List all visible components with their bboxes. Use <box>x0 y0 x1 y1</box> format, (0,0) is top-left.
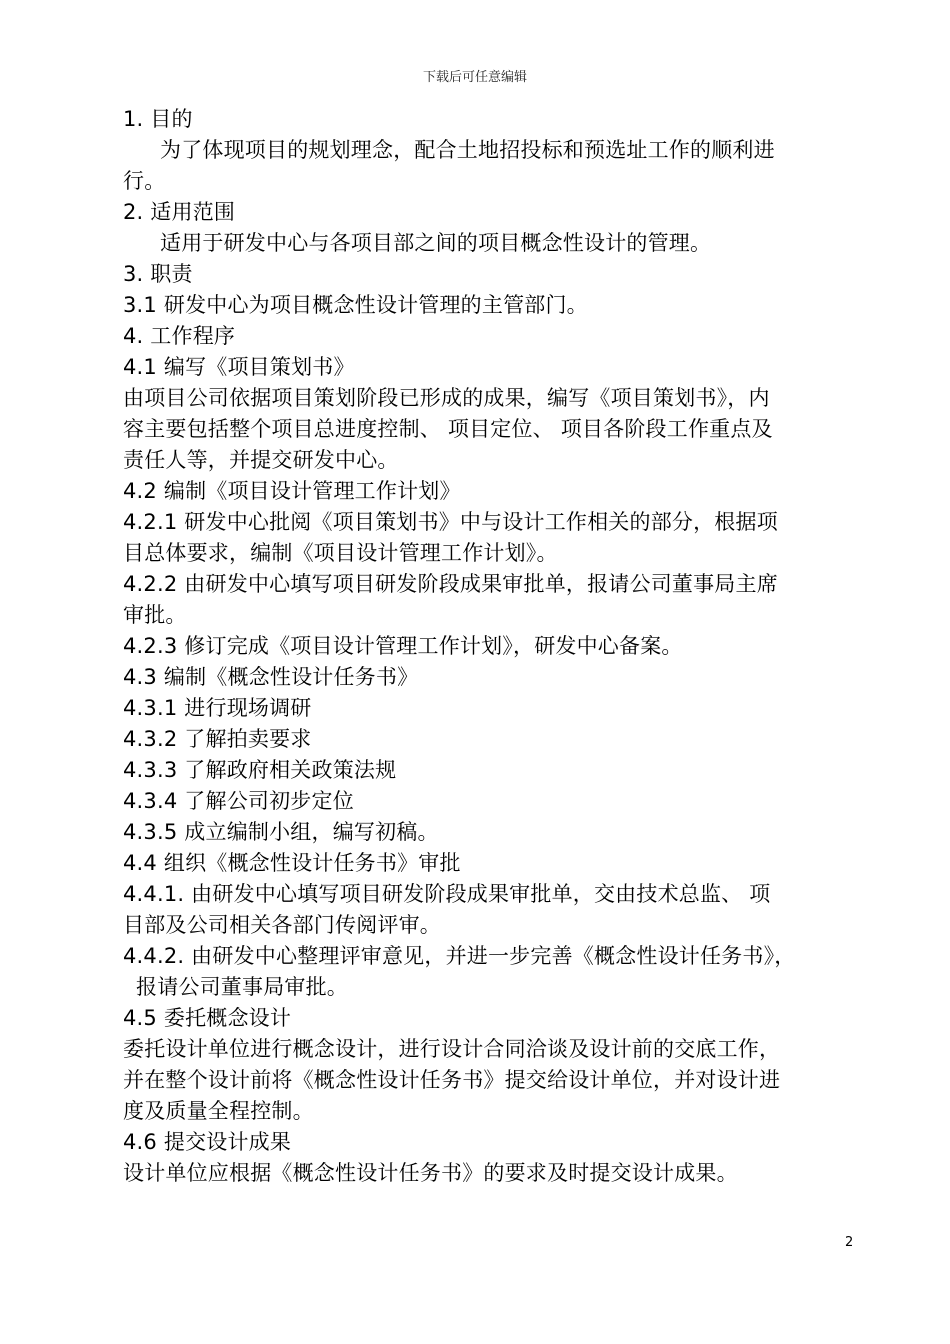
section-heading: 1. 目的 <box>123 107 193 131</box>
list-item: 4.3.3 了解政府相关政策法规 <box>123 758 397 782</box>
paragraph-line: 3.1 研发中心为项目概念性设计管理的主管部门。 <box>123 293 588 317</box>
paragraph-line: 行。 <box>123 169 166 193</box>
paragraph-line: 由项目公司依据项目策划阶段已形成的成果，编写《项目策划书》，内 <box>123 386 770 410</box>
paragraph-line: 4.2.2 由研发中心填写项目研发阶段成果审批单，报请公司董事局主席 <box>123 572 778 596</box>
paragraph-line: 目总体要求，编制《项目设计管理工作计划》。 <box>123 541 558 565</box>
list-item: 4.3.1 进行现场调研 <box>123 696 312 720</box>
subsection-heading: 4.5 委托概念设计 <box>123 1006 292 1030</box>
paragraph-line: 4.4.1. 由研发中心填写项目研发阶段成果审批单，交由技术总监、 项 <box>123 882 771 906</box>
section-heading: 2. 适用范围 <box>123 200 236 224</box>
document-body <box>123 104 853 1189</box>
subsection-heading: 4.4 组织《概念性设计任务书》审批 <box>123 851 461 875</box>
subsection-heading: 4.6 提交设计成果 <box>123 1130 292 1154</box>
page-header: 下载后可任意编辑 <box>422 70 527 85</box>
list-item: 4.3.5 成立编制小组，编写初稿。 <box>123 820 439 844</box>
paragraph-line: 4.4.2. 由研发中心整理评审意见，并进一步完善《概念性设计任务书》， <box>123 944 796 968</box>
paragraph-line: 并在整个设计前将《概念性设计任务书》提交给设计单位，并对设计进 <box>123 1068 781 1092</box>
list-item: 4.3.4 了解公司初步定位 <box>123 789 354 813</box>
subsection-heading: 4.2 编制《项目设计管理工作计划》 <box>123 479 461 503</box>
page-number: 2 <box>845 1235 854 1250</box>
section-heading: 4. 工作程序 <box>123 324 236 348</box>
paragraph-line: 委托设计单位进行概念设计，进行设计合同洽谈及设计前的交底工作， <box>123 1037 781 1061</box>
paragraph-line: 4.2.3 修订完成《项目设计管理工作计划》，研发中心备案。 <box>123 634 683 658</box>
paragraph-line: 容主要包括整个项目总进度控制、 项目定位、 项目各阶段工作重点及 <box>123 417 773 441</box>
section-heading: 3. 职责 <box>123 262 193 286</box>
paragraph-line: 度及质量全程控制。 <box>123 1099 314 1123</box>
list-item: 4.3.2 了解拍卖要求 <box>123 727 312 751</box>
paragraph-line: 设计单位应根据《概念性设计任务书》的要求及时提交设计成果。 <box>123 1161 738 1185</box>
paragraph-line: 报请公司董事局审批。 <box>136 975 348 999</box>
paragraph-line: 为了体现项目的规划理念，配合土地招投标和预选址工作的顺利进 <box>160 138 775 162</box>
subsection-heading: 4.3 编制《概念性设计任务书》 <box>123 665 419 689</box>
paragraph-line: 目部及公司相关各部门传阅评审。 <box>123 913 441 937</box>
paragraph-line: 审批。 <box>123 603 187 627</box>
paragraph-line: 4.2.1 研发中心批阅《项目策划书》中与设计工作相关的部分，根据项 <box>123 510 778 534</box>
subsection-heading: 4.1 编写《项目策划书》 <box>123 355 355 379</box>
paragraph-line: 适用于研发中心与各项目部之间的项目概念性设计的管理。 <box>160 231 712 255</box>
paragraph-line: 责任人等，并提交研发中心。 <box>123 448 399 472</box>
